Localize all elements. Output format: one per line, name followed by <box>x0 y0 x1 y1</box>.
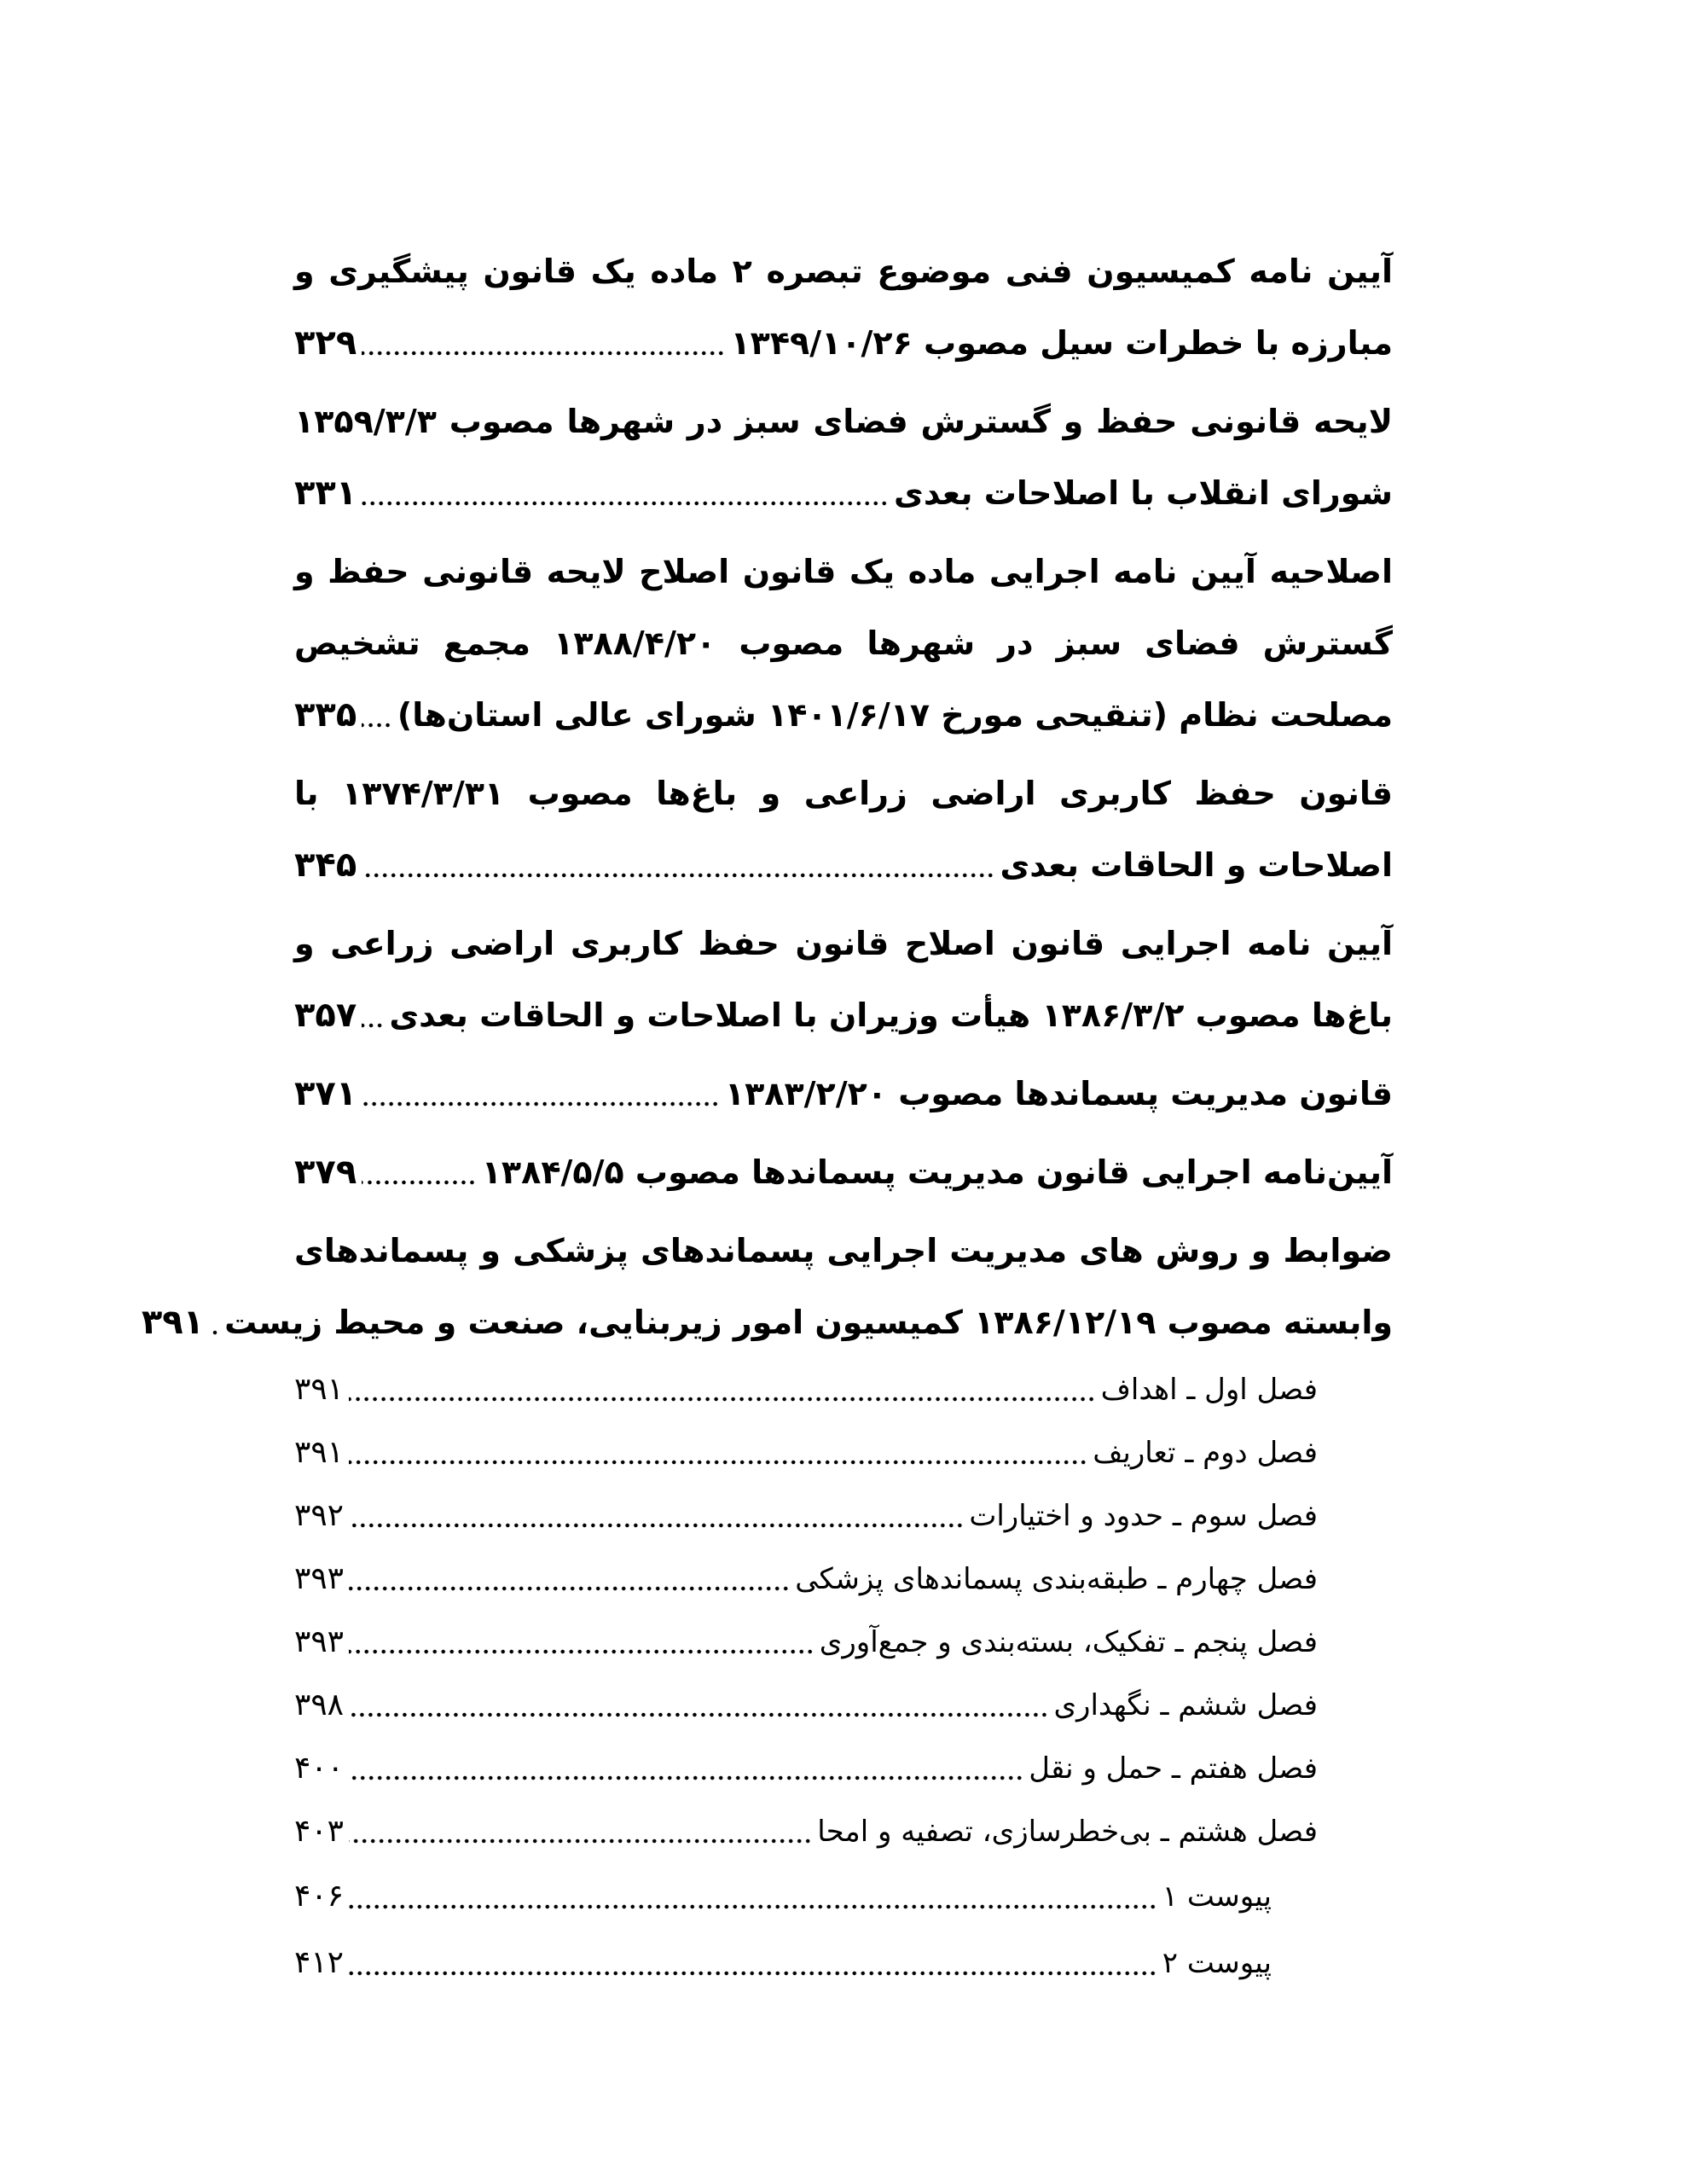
dotted-leader <box>209 1330 219 1335</box>
page-number: ۳۹۱ <box>294 1372 345 1407</box>
dotted-leader <box>362 873 994 878</box>
toc-line <box>294 1058 1393 1130</box>
page-number: ۴۰۳ <box>294 1814 345 1849</box>
toc-entry-text: اصلاحات و الحاقات بعدی <box>1000 846 1393 884</box>
toc-entry-text: وابسته مصوب ۱۳۸۶/۱۲/۱۹ کمیسیون امور زیربنایی، صنعت و محیط زیست <box>224 1304 1393 1341</box>
dotted-leader <box>362 351 725 356</box>
toc-line <box>294 829 1393 901</box>
toc-entry-text: پیوست ۱ <box>1162 1879 1272 1914</box>
dotted-leader <box>349 1523 964 1528</box>
toc-chapter-line <box>294 1484 1393 1548</box>
dotted-leader <box>349 1775 1023 1780</box>
toc-chapter-line <box>294 1421 1393 1484</box>
toc-entry-text: مبارزه با خطرات سیل مصوب ۱۳۴۹/۱۰/۲۶ <box>730 324 1393 362</box>
toc-entry-text: فصل هشتم ـ بی‌خطرسازی، تصفیه و امحا <box>817 1815 1318 1849</box>
page-number: ۳۲۹ <box>294 323 357 363</box>
table-of-contents <box>141 235 1393 1996</box>
toc-entry-text: شورای انقلاب با اصلاحات بعدی <box>894 474 1393 512</box>
dotted-leader <box>349 1971 1157 1976</box>
dotted-leader <box>362 1101 720 1107</box>
toc-entry-text: فصل چهارم ـ طبقه‌بندی پسماندهای پزشکی <box>795 1562 1318 1596</box>
page-number: ۴۱۲ <box>294 1945 345 1980</box>
toc-entry-text: فصل ششم ـ نگهداری <box>1053 1688 1318 1722</box>
page-number: ۳۳۱ <box>294 473 357 513</box>
dotted-leader <box>349 1904 1157 1909</box>
toc-line: گسترش فضای سبز در شهرها مصوب ۱۳۸۸/۴/۲۰ مجمع تشخیص <box>294 624 1393 662</box>
toc-line <box>141 1287 1393 1358</box>
dotted-leader <box>349 1649 815 1654</box>
dotted-leader <box>362 1180 476 1185</box>
toc-appendix-line <box>294 1863 1393 1930</box>
toc-entry-text: قانون مدیریت پسماندها مصوب ۱۳۸۳/۲/۲۰ <box>724 1075 1393 1112</box>
toc-line <box>294 457 1393 529</box>
page-number: ۴۰۰ <box>294 1751 345 1786</box>
toc-entry-text: مصلحت نظام (تنقیحی مورخ ۱۴۰۱/۶/۱۷ شورای عالی استان‌ها) <box>397 696 1393 734</box>
page-number: ۳۵۷ <box>294 996 357 1035</box>
toc-line: لایحه قانونی حفظ و گسترش فضای سبز در شهرها مصوب ۱۳۵۹/۳/۳ <box>294 403 1393 440</box>
dotted-leader <box>349 1397 1096 1402</box>
page-number: ۳۴۵ <box>294 845 357 885</box>
toc-line <box>294 979 1393 1051</box>
toc-chapter-line <box>294 1800 1393 1863</box>
toc-entry-text: فصل پنجم ـ تفکیک، بسته‌بندی و جمع‌آوری <box>819 1625 1318 1659</box>
dotted-leader <box>349 1586 790 1591</box>
page-number: ۳۷۱ <box>294 1074 357 1113</box>
page-number: ۳۹۱ <box>141 1303 205 1342</box>
page-number: ۳۹۱ <box>294 1435 345 1470</box>
page-number: ۳۹۳ <box>294 1624 345 1659</box>
toc-line <box>294 679 1393 751</box>
toc-appendix-line <box>294 1930 1393 1996</box>
dotted-leader <box>349 1838 812 1844</box>
dotted-leader <box>349 1712 1048 1717</box>
toc-entry-text: باغ‌ها مصوب ۱۳۸۶/۳/۲ هیأت وزیران با اصلاحات و الحاقات بعدی <box>389 996 1393 1034</box>
toc-line: آیین نامه اجرایی قانون اصلاح قانون حفظ کاربری اراضی زراعی و <box>294 925 1393 962</box>
dotted-leader <box>362 1023 384 1028</box>
toc-entry-text: فصل اول ـ اهداف <box>1100 1373 1318 1407</box>
page-number: ۳۷۹ <box>294 1153 357 1192</box>
toc-chapter-line <box>294 1674 1393 1737</box>
toc-chapter-line <box>294 1358 1393 1421</box>
toc-entry-text: فصل دوم ـ تعاریف <box>1093 1436 1318 1470</box>
page-number: ۳۹۳ <box>294 1561 345 1596</box>
toc-line <box>294 1136 1393 1208</box>
dotted-leader <box>349 1460 1087 1465</box>
toc-chapter-line <box>294 1611 1393 1674</box>
toc-entry-text: پیوست ۲ <box>1162 1946 1272 1980</box>
page-number: ۴۰۶ <box>294 1879 345 1914</box>
dotted-leader <box>362 501 889 506</box>
page-number: ۳۹۲ <box>294 1498 345 1533</box>
toc-entry-text: فصل هفتم ـ حمل و نقل <box>1029 1751 1318 1786</box>
toc-line: ضوابط و روش های مدیریت اجرایی پسماندهای پزشکی و پسماندهای <box>294 1232 1393 1269</box>
toc-chapter-line <box>294 1548 1393 1611</box>
page-number: ۳۳۵ <box>294 695 357 735</box>
page-number: ۳۹۸ <box>294 1687 345 1722</box>
toc-line: قانون حفظ کاربری اراضی زراعی و باغ‌ها مصوب ۱۳۷۴/۳/۳۱ با <box>294 775 1393 812</box>
toc-line: آیین نامه کمیسیون فنی موضوع تبصره ۲ ماده یک قانون پیشگیری و <box>294 253 1393 290</box>
toc-chapter-line <box>294 1737 1393 1800</box>
toc-line <box>294 307 1393 379</box>
toc-line: اصلاحیه آیین نامه اجرایی ماده یک قانون اصلاح لایحه قانونی حفظ و <box>294 553 1393 590</box>
toc-entry-text: آیین‌نامه اجرایی قانون مدیریت پسماندها مصوب ۱۳۸۴/۵/۵ <box>481 1153 1393 1191</box>
dotted-leader <box>362 723 392 728</box>
toc-entry-text: فصل سوم ـ حدود و اختیارات <box>969 1499 1318 1533</box>
